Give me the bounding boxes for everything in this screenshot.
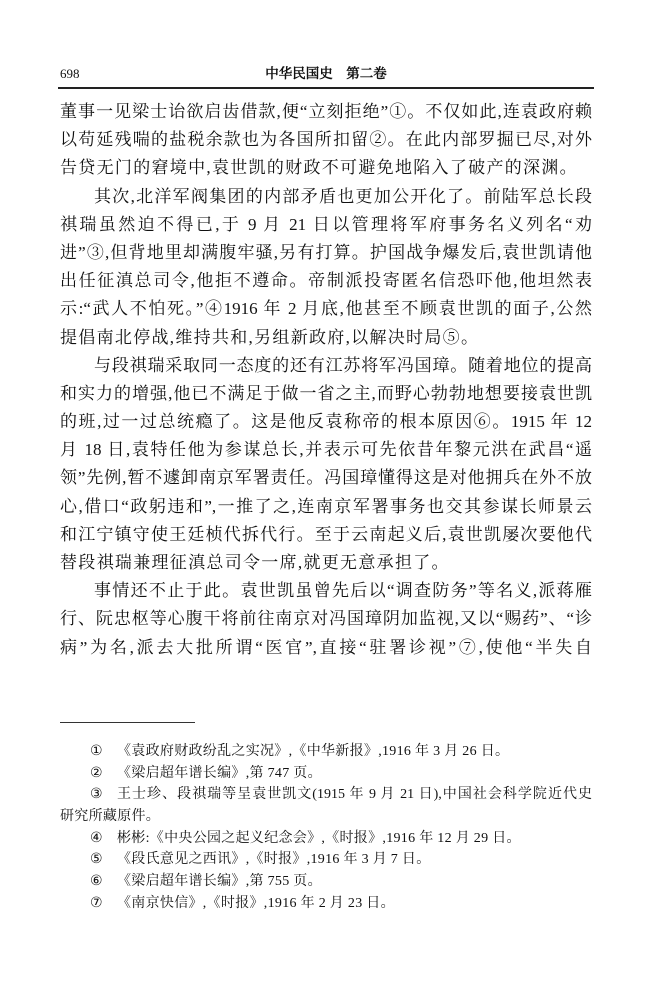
footnote-mark: ④ bbox=[90, 829, 103, 846]
footnote-text: 研究所藏原件。 bbox=[60, 809, 161, 825]
footnote-mark: ⑦ bbox=[90, 894, 103, 911]
footnote-6 bbox=[60, 871, 592, 893]
text-line: 示:“武人不怕死。”④1916 年 2 月底,他甚至不顾袁世凯的面子,公然 bbox=[60, 299, 592, 319]
footnote-mark: ⑤ bbox=[90, 851, 103, 868]
text-line: 事情还不止于此。袁世凯虽曾先后以“调查防务”等名义,派蒋雁 bbox=[94, 581, 592, 601]
text-line: 董事一见梁士诒欲启齿借款,便“立刻拒绝”①。不仅如此,连袁政府赖 bbox=[60, 102, 592, 121]
paragraph bbox=[60, 352, 592, 578]
text-line: 与段祺瑞采取同一态度的还有江苏将军冯国璋。随着地位的提高 bbox=[94, 355, 592, 375]
footnote-5 bbox=[60, 849, 592, 871]
paragraph bbox=[60, 183, 592, 352]
text-line: 进”③,但背地里却满腹牢骚,另有打算。护国战争爆发后,袁世凯请他 bbox=[60, 242, 592, 262]
text-line: 替段祺瑞兼理征滇总司令一席,就更无意承担了。 bbox=[60, 553, 450, 572]
text-line: 领”先例,暂不遽卸南京军署责任。冯国璋懂得这是对他拥兵在外不放 bbox=[60, 468, 592, 488]
footnote-2 bbox=[60, 763, 592, 785]
text-line: 的班,过一过总统瘾了。这是他反袁称帝的根本原因⑥。1915 年 12 bbox=[60, 412, 592, 432]
footnote-separator bbox=[60, 722, 195, 723]
body-text bbox=[60, 98, 592, 662]
text-line: 心,借口“政躬违和”,一推了之,连南京军署事务也交其参谋长师景云 bbox=[60, 496, 592, 516]
footnote-3-continued bbox=[60, 806, 592, 828]
header-rule bbox=[58, 87, 594, 89]
text-line: 告贷无门的窘境中,袁世凯的财政不可避免地陷入了破产的深渊。 bbox=[60, 158, 578, 178]
footnote-text: 《袁政府财政纷乱之实况》,《中华新报》,1916 年 3 月 26 日。 bbox=[117, 744, 510, 759]
footnote-mark: ① bbox=[90, 743, 103, 759]
footnote-3 bbox=[60, 784, 592, 806]
text-line: 和江宁镇守使王廷桢代拆代行。至于云南起义后,袁世凯屡次要他代 bbox=[60, 524, 592, 544]
paragraph bbox=[60, 577, 592, 662]
footnote-text: 《梁启超年谱长编》,第 747 页。 bbox=[117, 765, 322, 781]
footnote-mark: ③ bbox=[90, 786, 103, 803]
text-line: 祺瑞虽然迫不得已,于 9 月 21 日以管理将军府事务名义列名“劝 bbox=[60, 214, 592, 234]
text-line: 其次,北洋军阀集团的内部矛盾也更加公开化了。前陆军总长段 bbox=[94, 186, 592, 206]
text-line: 出任征滇总司令,他拒不遵命。帝制派投寄匿名信恐吓他,他坦然表 bbox=[60, 271, 592, 291]
text-line: 以苟延残喘的盐税余款也为各国所扣留②。在此内部罗掘已尽,对外 bbox=[60, 130, 592, 150]
text-line: 提倡南北停战,维持共和,另组新政府,以解决时局⑤。 bbox=[60, 327, 480, 347]
footnote-text: 《南京快信》,《时报》,1916 年 2 月 23 日。 bbox=[117, 895, 395, 911]
footnote-mark: ⑥ bbox=[90, 873, 103, 890]
text-line: 行、阮忠枢等心腹干将前往南京对冯国璋阴加监视,又以“赐药”、“诊 bbox=[60, 609, 592, 629]
footnote-mark: ② bbox=[90, 764, 103, 781]
running-title: 中华民国史 第二卷 bbox=[265, 66, 387, 82]
text-line: 病”为名,派去大批所谓“医官”,直接“驻署诊视”⑦,使他“半失自 bbox=[60, 637, 592, 657]
text-line: 和实力的增强,他已不满足于做一省之主,而野心勃勃地想要接袁世凯 bbox=[60, 383, 592, 403]
footnote-4 bbox=[60, 828, 592, 850]
footnote-text: 《梁启超年谱长编》,第 755 页。 bbox=[117, 874, 322, 890]
page-number: 698 bbox=[60, 66, 80, 81]
text-line: 月 18 日,袁特任他为参谋总长,并表示可先依昔年黎元洪在武昌“遥 bbox=[60, 440, 592, 460]
footnote-text: 彬彬:《中央公园之起义纪念会》,《时报》,1916 年 12 月 29 日。 bbox=[117, 830, 521, 846]
footnote-1 bbox=[60, 741, 592, 763]
footnotes bbox=[60, 741, 592, 915]
paragraph bbox=[60, 98, 592, 183]
footnote-7 bbox=[60, 893, 592, 915]
footnote-text: 《段氏意见之西讯》,《时报》,1916 年 3 月 7 日。 bbox=[117, 852, 431, 868]
footnote-text: 王士珍、段祺瑞等呈袁世凯文(1915 年 9 月 21 日),中国社会科学院近代史 bbox=[117, 787, 592, 803]
